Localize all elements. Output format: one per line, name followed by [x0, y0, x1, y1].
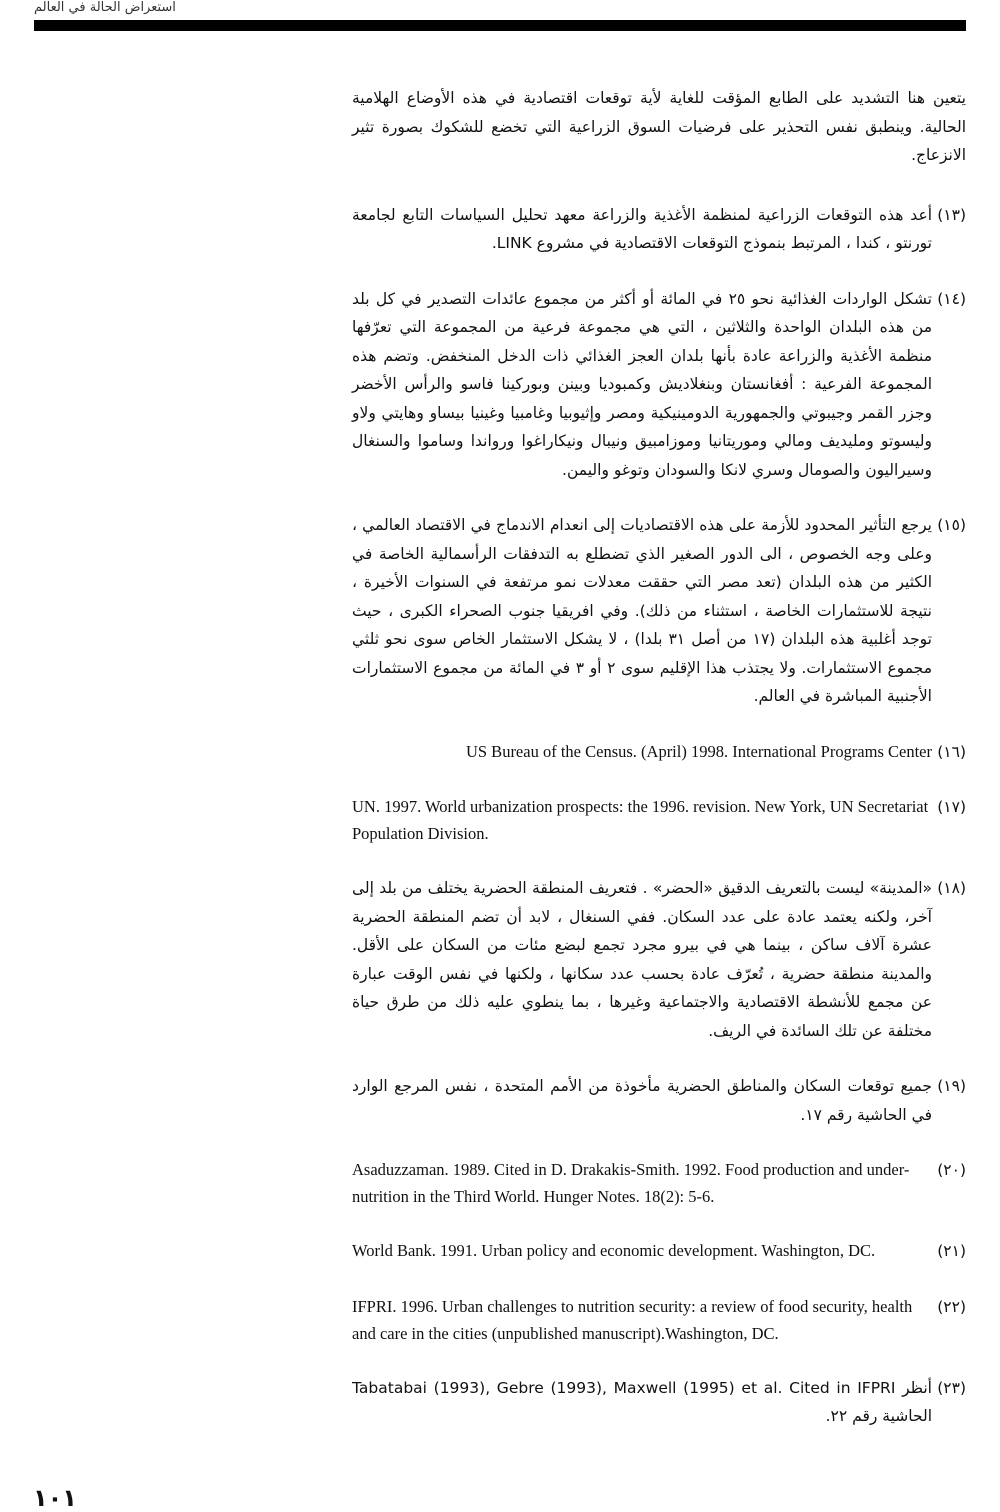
footnote-number: (١٧): [937, 798, 966, 816]
footnote-text: World Bank. 1991. Urban policy and economic development. Washington, DC.: [352, 1241, 876, 1260]
footnote-number: (٢١): [937, 1242, 966, 1260]
footnote-23: [352, 1374, 966, 1431]
footnote-number: (٢٣): [937, 1378, 966, 1397]
footnote-number: (٢٢): [937, 1297, 966, 1316]
header-rule: [34, 20, 966, 31]
footnotes-body: [352, 84, 966, 1458]
footnote-number: (١٩): [937, 1077, 966, 1095]
page-number: ١٠١: [33, 1484, 77, 1512]
footnote-14: [352, 285, 966, 485]
footnote-21: [352, 1237, 966, 1266]
footnote-13: [352, 201, 966, 258]
footnote-text: أنظر Tabatabai (1993), Gebre (1993), Maxwell (1995) et al. Cited in IFPRI الحاشية رقم ٢٢.: [352, 1378, 932, 1425]
footnote-text: IFPRI. 1996. Urban challenges to nutrition security: a review of food security, health and care in the cities (unpublished manuscript).Washington, DC.: [352, 1296, 913, 1343]
footnote-18: [352, 874, 966, 1045]
footnote-text: جميع توقعات السكان والمناطق الحضرية مأخوذة من الأمم المتحدة ، نفس المرجع الوارد في الحاشية رقم ١٧.: [352, 1077, 932, 1124]
footnote-22: [352, 1293, 966, 1347]
footnote-text: «المدينة» ليست بالتعريف الدقيق «الحضر» . فتعريف المنطقة الحضرية يختلف من بلد إلى آخر، ولكنه يعتمد عادة على عدد السكان. ففي السنغال ، لابد أن تضم المنطقة الحضرية عشرة آلاف ساكن ، بينما هي في بيرو مجرد تجمع لبضع مئات من السكان على الأقل. والمدينة منطقة حضرية ، تُعرّف عادة بحسب عدد سكانها ، ولكنها في نفس الوقت عبارة عن مجمع للأنشطة الاقتصادية والاجتماعية وغيرها ، بما ينطوي عليه ذلك من طرق حياة مختلفة عن تلك السائدة في الريف.: [352, 879, 932, 1040]
footnote-text: UN. 1997. World urbanization prospects: the 1996. revision. New York, UN Secretariat Population Division.: [352, 797, 929, 843]
footnote-19: [352, 1072, 966, 1129]
footnote-number: (١٦): [937, 742, 966, 761]
footnote-17: [352, 793, 966, 847]
footnote-20: [352, 1156, 966, 1210]
footnote-15: [352, 511, 966, 711]
footnote-16: [352, 738, 966, 767]
running-header: استعراض الحالة في العالم: [34, 0, 176, 15]
footnote-text: Asaduzzaman. 1989. Cited in D. Drakakis-Smith. 1992. Food production and under-nutrition in the Third World. Hunger Notes. 18(2): 5-6.: [352, 1160, 910, 1206]
footnote-number: (١٨): [937, 879, 966, 897]
footnote-number: (١٣): [937, 205, 966, 224]
footnote-number: (١٤): [937, 289, 966, 308]
footnote-text: US Bureau of the Census. (April) 1998. International Programs Center: [465, 741, 932, 761]
footnote-number: (٢٠): [937, 1161, 966, 1179]
footnote-text: يرجع التأثير المحدود للأزمة على هذه الاقتصاديات إلى انعدام الاندماج في الاقتصاد العالمي ، وعلى وجه الخصوص ، الى الدور الصغير الذي تضطلع به التدفقات الرأسمالية الخاصة في الكثير من هذه البلدان (تعد مصر التي حققت معدلات نمو مرتفعة في السنوات الأخيرة ، نتيجة للاستثمارات الخاصة ، استثناء من ذلك). وفي افريقيا جنوب الصحراء الكبرى ، حيث توجد أغلبية هذه البلدان (١٧ من أصل ٣١ بلدا) ، لا يشكل الاستثمار الخاص سوى نحو ثلثي مجموع الاستثمارات. ولا يجتذب هذا الإقليم سوى ٢ أو ٣ في المائة من مجموع الاستثمارات الأجنبية المباشرة في العالم.: [352, 516, 932, 705]
footnote-text: تشكل الواردات الغذائية نحو ٢٥ في المائة أو أكثر من مجموع عائدات التصدير في كل بلد من هذه البلدان الواحدة والثلاثين ، التي هي مجموعة فرعية من المجموعة التي تعرّفها منظمة الأغذية والزراعة عادة بأنها بلدان العجز الغذائي ذات الدخل المنخفض. وتضم هذه المجموعة الفرعية : أفغانستان وبنغلاديش وكمبوديا وبينن وبوركينا فاسو والرأس الأخضر وجزر القمر وجيبوتي والجمهورية الدومينيكية ومصر وإثيوبيا وغامبيا وغينيا بيساو وهايتي ولاو وليسوتو ومليديف ومالي وموريتانيا وموزامبيق ونيبال ونيكاراغوا ورواندا وساموا والسنغال وسيراليون والصومال وسري لانكا والسودان وتوغو واليمن.: [352, 289, 932, 479]
footnote-number: (١٥): [937, 516, 966, 534]
footnote-text: أعد هذه التوقعات الزراعية لمنظمة الأغذية والزراعة معهد تحليل السياسات التابع لجامعة تورنتو ، كندا ، المرتبط بنموذج التوقعات الاقتصادية في مشروع LINK.: [352, 205, 932, 252]
intro-paragraph: يتعين هنا التشديد على الطابع المؤقت للغاية لأية توقعات اقتصادية في هذه الأوضاع الهلامية الحالية. وينطبق نفس التحذير على فرضيات السوق الزراعية التي تخضع للشكوك بصورة تثير الانزعاج.: [352, 89, 966, 164]
